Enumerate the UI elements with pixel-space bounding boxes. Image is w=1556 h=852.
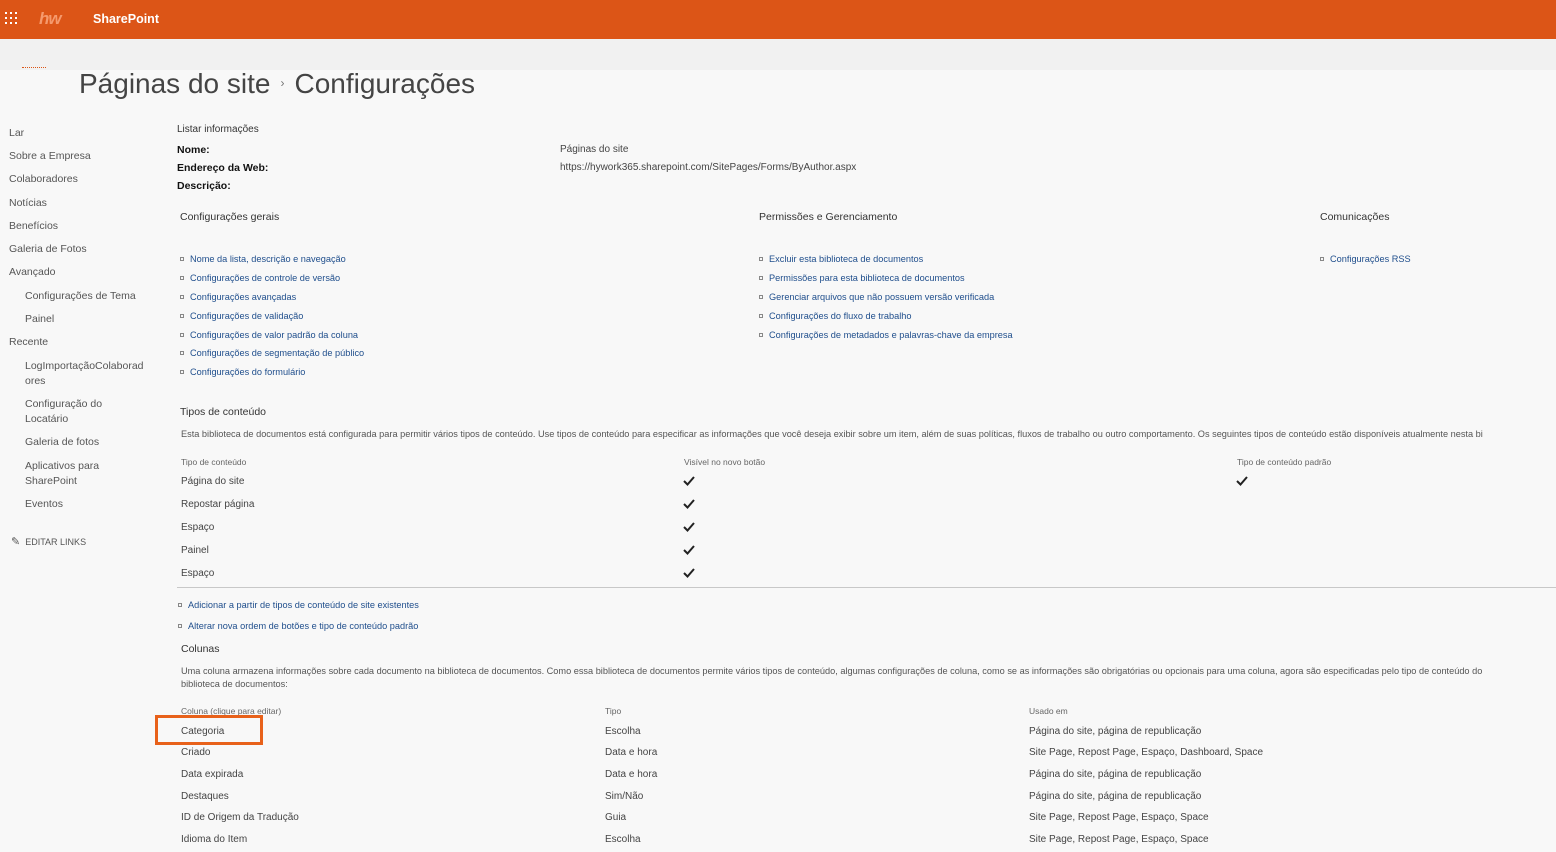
checkmark-icon <box>683 544 695 556</box>
bullet-icon <box>180 333 184 337</box>
nav-subitem-aplicativos[interactable]: Aplicativos para SharePoint <box>25 460 100 487</box>
content-types-description: Esta biblioteca de documentos está configurada para permitir vários tipos de conteúdo. Use tipos de conteúdo para especificar as informações que você deseja exibir sobre um item, além de suas políticas, fluxos de trabalho ou outro comportamento. Os seguintes tipos de conteúdo estão disponíveis atualmente nesta bi <box>181 429 1483 439</box>
nav-subitem-configuracao-locatario[interactable]: Configuração do Locatário <box>25 398 103 425</box>
columns-description-continued: biblioteca de documentos: <box>181 679 288 689</box>
column-type: Data e hora <box>605 769 658 780</box>
column-name-link[interactable]: Criado <box>181 747 211 758</box>
web-address-value: https://hywork365.sharepoint.com/SitePages/Forms/ByAuthor.aspx <box>560 162 857 173</box>
bullet-icon <box>180 314 184 318</box>
column-type: Guia <box>605 812 627 823</box>
column-name-link[interactable]: Data expirada <box>181 769 244 780</box>
column-name-link[interactable]: Idioma do Item <box>181 834 248 845</box>
bullet-icon <box>180 370 184 374</box>
link-label: Configurações de valor padrão da coluna <box>190 330 359 340</box>
bullet-icon <box>759 257 763 261</box>
col-header-default: Tipo de conteúdo padrão <box>1237 457 1332 467</box>
link-versioning-settings[interactable] <box>180 273 340 283</box>
link-column-default-settings[interactable] <box>180 330 358 340</box>
link-manage-unchecked-files[interactable] <box>759 292 994 302</box>
name-value: Páginas do site <box>560 144 629 155</box>
column-name-link[interactable]: ID de Origem da Tradução <box>181 812 299 823</box>
link-metadata-keywords[interactable] <box>759 330 1013 340</box>
link-advanced-settings[interactable] <box>180 292 296 302</box>
content-type-link[interactable]: Repostar página <box>181 499 255 510</box>
bullet-icon <box>180 295 184 299</box>
link-label: Configurações de validação <box>190 311 304 321</box>
checkmark-icon <box>683 521 695 533</box>
columns-description: Uma coluna armazena informações sobre cada documento na biblioteca de documentos. Como essa biblioteca de documentos permite vários tipos de conteúdo, algumas configurações de coluna, como se as informações são obrigatórias ou opcionais para uma coluna, agora são especificadas pelo tipo de conteúdo do <box>181 666 1483 676</box>
link-label: Alterar nova ordem de botões e tipo de conteúdo padrão <box>188 621 419 631</box>
nav-subitem-eventos[interactable]: Eventos <box>25 498 63 510</box>
link-workflow-settings[interactable] <box>759 311 912 321</box>
checkmark-icon <box>683 567 695 579</box>
breadcrumb-parent[interactable]: Páginas do site <box>79 68 271 99</box>
list-info-heading: Listar informações <box>177 124 259 135</box>
link-delete-library[interactable] <box>759 254 923 264</box>
breadcrumb-current: Configurações <box>294 68 476 99</box>
suite-title[interactable]: SharePoint <box>93 12 159 26</box>
link-label: Configurações RSS <box>1330 254 1411 264</box>
link-label: Configurações de controle de versão <box>190 273 341 283</box>
column-type: Data e hora <box>605 747 658 758</box>
link-label: Gerenciar arquivos que não possuem versão verificada <box>769 292 995 302</box>
bullet-icon <box>178 624 182 628</box>
communications-heading: Comunicações <box>1320 211 1390 223</box>
nav-item-galeria-fotos[interactable]: Galeria de Fotos <box>9 243 87 255</box>
bullet-icon <box>759 295 763 299</box>
content-type-link[interactable]: Espaço <box>181 568 215 579</box>
link-label: Adicionar a partir de tipos de conteúdo de site existentes <box>188 600 419 610</box>
bullet-icon <box>1320 257 1324 261</box>
col-header-column: Coluna (clique para editar) <box>181 706 282 716</box>
link-label: Nome da lista, descrição e navegação <box>190 254 346 264</box>
link-add-content-types[interactable] <box>178 600 419 610</box>
link-audience-targeting[interactable] <box>180 348 364 358</box>
nav-subitem-painel[interactable]: Painel <box>25 313 55 325</box>
bullet-icon <box>178 603 182 607</box>
link-form-settings[interactable] <box>180 367 305 377</box>
column-used-in: Site Page, Repost Page, Espaço, Space <box>1029 834 1209 845</box>
checkmark-icon <box>683 498 695 510</box>
bullet-icon <box>759 276 763 280</box>
web-address-label: Endereço da Web: <box>177 162 269 174</box>
breadcrumb-separator-icon: › <box>280 76 285 90</box>
nav-subitem-logimportacao[interactable]: LogImportaçãoColaboradores <box>25 360 144 387</box>
nav-item-recente[interactable]: Recente <box>9 336 49 348</box>
nav-item-noticias[interactable]: Notícias <box>9 197 47 209</box>
column-used-in: Página do site, página de republicação <box>1029 791 1202 802</box>
general-settings-heading: Configurações gerais <box>180 211 280 223</box>
nav-subitem-galeria-fotos[interactable]: Galeria de fotos <box>25 436 100 448</box>
bullet-icon <box>180 351 184 355</box>
permissions-heading: Permissões e Gerenciamento <box>759 211 898 223</box>
col-header-content-type: Tipo de conteúdo <box>181 457 247 467</box>
checkmark-icon <box>1236 475 1248 487</box>
column-used-in: Página do site, página de republicação <box>1029 726 1202 737</box>
company-logo[interactable]: hw <box>39 9 61 28</box>
checkmark-icon <box>683 475 695 487</box>
col-header-used-in: Usado em <box>1029 706 1068 716</box>
column-used-in: Site Page, Repost Page, Espaço, Space <box>1029 812 1209 823</box>
nav-subitem-tema[interactable]: Configurações de Tema <box>25 290 136 302</box>
content-type-link[interactable]: Painel <box>181 545 209 556</box>
column-name-link[interactable]: Destaques <box>181 791 229 802</box>
column-type: Escolha <box>605 834 641 845</box>
highlight-annotation-box <box>155 715 263 745</box>
bullet-icon <box>759 314 763 318</box>
link-label: Configurações de segmentação de público <box>190 348 365 358</box>
link-label: Configurações de metadados e palavras-chave da empresa <box>769 330 1013 340</box>
content-types-heading: Tipos de conteúdo <box>180 406 267 418</box>
link-change-button-order[interactable] <box>178 621 418 631</box>
bullet-icon <box>180 276 184 280</box>
column-type: Sim/Não <box>605 791 644 802</box>
link-library-permissions[interactable] <box>759 273 965 283</box>
link-label: Permissões para esta biblioteca de documentos <box>769 273 965 283</box>
link-label: Configurações do fluxo de trabalho <box>769 311 912 321</box>
columns-heading: Colunas <box>181 643 220 655</box>
nav-item-lar[interactable]: Lar <box>9 127 25 139</box>
bullet-icon <box>759 333 763 337</box>
col-header-visible: Visível no novo botão <box>684 457 766 467</box>
nav-item-beneficios[interactable]: Benefícios <box>9 220 59 232</box>
content-type-link[interactable]: Espaço <box>181 522 215 533</box>
bullet-icon <box>180 257 184 261</box>
column-used-in: Página do site, página de republicação <box>1029 769 1202 780</box>
link-label: Configurações do formulário <box>190 367 306 377</box>
link-list-name-description[interactable] <box>180 254 346 264</box>
link-validation-settings[interactable] <box>180 311 303 321</box>
link-rss-settings[interactable] <box>1320 254 1411 264</box>
column-type: Escolha <box>605 726 641 737</box>
col-header-type: Tipo <box>605 706 622 716</box>
column-used-in: Site Page, Repost Page, Espaço, Dashboard, Space <box>1029 747 1264 758</box>
nav-item-colaboradores[interactable]: Colaboradores <box>9 173 78 185</box>
column-name-link[interactable]: Categoria <box>181 726 225 737</box>
edit-links-label: EDITAR LINKS <box>25 537 87 547</box>
nav-item-avancado[interactable]: Avançado <box>9 266 56 278</box>
name-label: Nome: <box>177 144 210 156</box>
link-label: Excluir esta biblioteca de documentos <box>769 254 924 264</box>
nav-item-sobre-empresa[interactable]: Sobre a Empresa <box>9 150 91 162</box>
content-type-link[interactable]: Página do site <box>181 476 245 487</box>
pencil-icon: ✎ <box>11 536 21 548</box>
description-label: Descrição: <box>177 180 231 192</box>
section-divider <box>177 587 1556 588</box>
link-label: Configurações avançadas <box>190 292 297 302</box>
